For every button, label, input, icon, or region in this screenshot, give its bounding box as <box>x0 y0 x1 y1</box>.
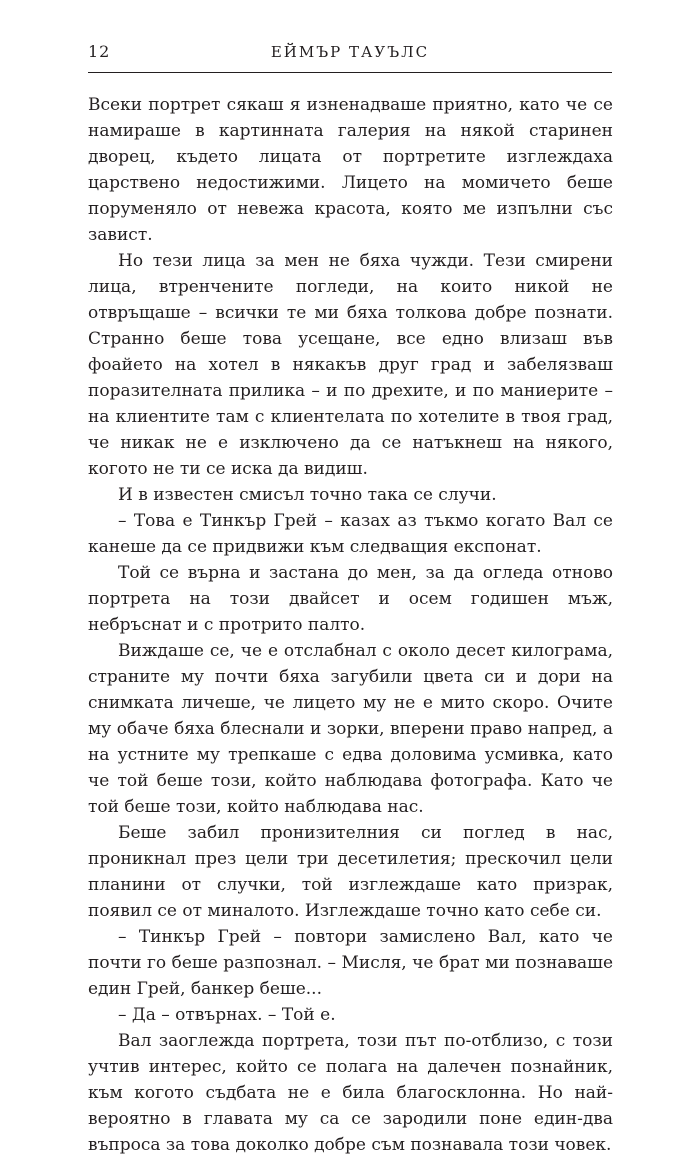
paragraph: Той се върна и застана до мен, за да огледа отново портрета на този двайсет и осем годишен мъж, небръснат и с протрито палто. <box>88 563 613 635</box>
paragraph: Вал заоглежда портрета, този път по-отблизо, с този учтив интерес, който се полага на далечен познайник, към когото съдбата не е била благосклонна. Но най-вероятно в главата му са се зародили поне един-два въпроса за това доколко добре съм познавала този човек. <box>88 1031 613 1155</box>
page-number: 12 <box>88 42 111 61</box>
paragraph: Виждаше се, че е отслабнал с около десет килограма, страните му почти бяха загубили цвета си и дори на снимката личеше, че лицето му не е мито скоро. Очите му обаче бяха блеснали и зорки, вперени право напред, а на устните му трепкаше с едва доловима усмивка, като че той беше този, който наблюдава фотографа. Като че той беше този, който наблюдава нас. <box>88 641 613 817</box>
header-rule <box>88 72 612 73</box>
running-head-author: ЕЙМЪР ТАУЪЛС <box>270 43 430 61</box>
body-text <box>88 92 613 1158</box>
paragraph: Но тези лица за мен не бяха чужди. Тези смирени лица, втренчените погледи, на които никой не отвръщаше – всички те ми бяха толкова добре познати. Странно беше това усещане, все едно влизаш във фоайето на хотел в някакъв друг град и забелязваш поразителната прилика – и по дрехите, и по маниерите – на клиентите там с клиентелата по хотелите в твоя град, че никак не е изключено да се натъкнеш на някого, когото не ти се иска да видиш. <box>88 251 613 479</box>
running-head <box>88 42 612 72</box>
paragraph: Беше забил пронизителния си поглед в нас, проникнал през цели три десетилетия; прескочил цели планини от случки, той изглеждаше като призрак, появил се от миналото. Изглеждаше точно като себе си. <box>88 823 613 921</box>
paragraph: – Тинкър Грей – повтори замислено Вал, като че почти го беше разпознал. – Мисля, че брат ми познаваше един Грей, банкер беше... <box>88 927 613 999</box>
paragraph: Всеки портрет сякаш я изненадваше приятно, като че се намираше в картинната галерия на някой старинен дворец, където лицата от портретите изглеждаха царствено недостижими. Лицето на момичето беше поруменяло от невежа красота, която ме изпълни със завист. <box>88 95 613 245</box>
paragraph: – Да – отвърнах. – Той е. <box>118 1005 336 1025</box>
paragraph: – Това е Тинкър Грей – казах аз тъкмо когато Вал се канеше да се придвижи към следващия експонат. <box>88 511 613 557</box>
paragraph: И в известен смисъл точно така се случи. <box>118 485 497 505</box>
